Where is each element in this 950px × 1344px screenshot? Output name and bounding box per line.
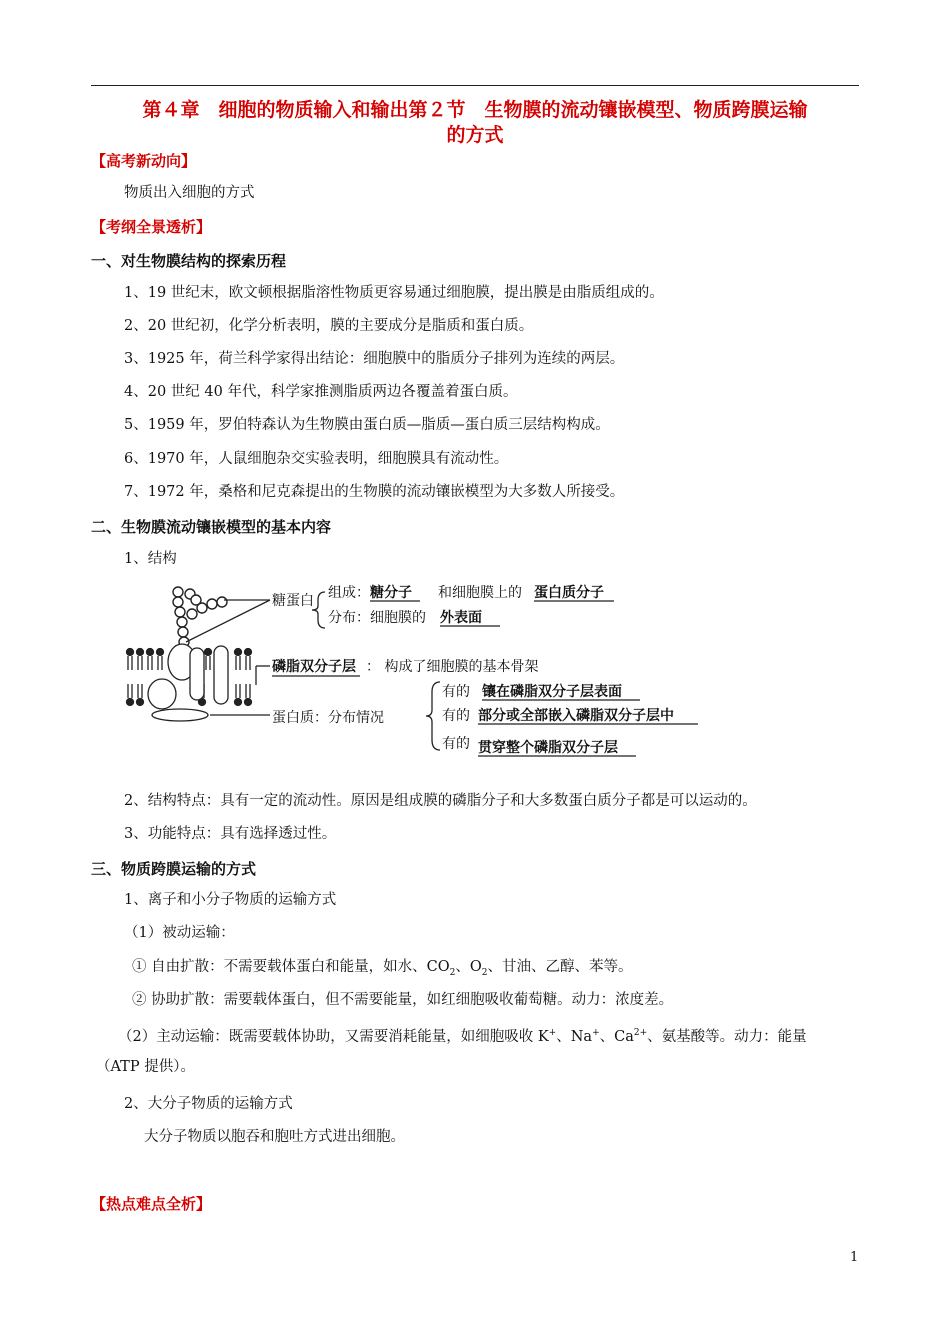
label-sugar: 糖分子 [370, 585, 412, 601]
label-some-3-text: 贯穿整个磷脂双分子层 [478, 740, 618, 756]
page-number: 1 [850, 1250, 859, 1265]
passive-transport: （1）被动运输： [124, 925, 235, 941]
label-protein: 蛋白质：分布情况 [272, 710, 384, 726]
label-distribution-mid: 细胞膜的 [370, 610, 426, 626]
heading-history: 一、对生物膜结构的探索历程 [91, 252, 287, 270]
history-item: 7、1972 年，桑格和尼克森提出的生物膜的流动镶嵌模型为大多数人所接受。 [124, 484, 625, 500]
facilitated-diffusion: ② 协助扩散：需要载体蛋白，但不需要能量，如红细胞吸收葡萄糖。动力：浓度差。 [132, 992, 674, 1008]
label-some-2: 有的 [442, 708, 470, 724]
macro-text: 大分子物质以胞吞和胞吐方式进出细胞。 [144, 1129, 405, 1145]
page-title [91, 98, 859, 148]
label-some-3: 有的 [442, 736, 470, 752]
transport-small: 1、离子和小分子物质的运输方式 [124, 892, 337, 908]
section-hot-heading: 【热点难点全析】 [91, 1195, 212, 1213]
structure-label: 1、结构 [124, 551, 177, 567]
section-trend-heading: 【高考新动向】 [91, 152, 197, 170]
heading-model: 二、生物膜流动镶嵌模型的基本内容 [91, 518, 332, 536]
heading-transport: 三、物质跨膜运输的方式 [91, 860, 257, 878]
transport-macro: 2、大分子物质的运输方式 [124, 1096, 293, 1112]
section-outline-heading: 【考纲全景透析】 [91, 218, 212, 236]
label-composition-mid: 和细胞膜上的 [438, 585, 522, 601]
active-transport-cont: （ATP 提供）。 [96, 1059, 195, 1075]
label-bilayer-desc: ： 构成了细胞膜的基本骨架 [366, 659, 539, 675]
label-protein-molecule: 蛋白质分子 [534, 585, 604, 601]
history-item: 2、20 世纪初，化学分析表明，膜的主要成分是脂质和蛋白质。 [124, 318, 534, 334]
label-some-2-text: 部分或全部嵌入磷脂双分子层中 [478, 708, 674, 724]
membrane-diagram [120, 570, 720, 765]
history-item: 4、20 世纪 40 年代，科学家推测脂质两边各覆盖着蛋白质。 [124, 384, 518, 400]
function-feature: 3、功能特点：具有选择透过性。 [124, 826, 337, 842]
history-item: 6、1970 年，人鼠细胞杂交实验表明，细胞膜具有流动性。 [124, 451, 509, 467]
free-diffusion: ① 自由扩散：不需要载体蛋白和能量，如水、$CO_2$、$O_2$、甘油、乙醇、苯等。 [132, 959, 633, 978]
history-item: 1、19 世纪末，欧文顿根据脂溶性物质更容易通过细胞膜，提出膜是由脂质组成的。 [124, 285, 664, 301]
title-line-2: 的方式 [446, 124, 504, 146]
label-glycoprotein: 糖蛋白 [272, 593, 314, 609]
label-outer-surface: 外表面 [440, 610, 482, 626]
phospholipid-bottom-row [127, 684, 252, 706]
trend-text: 物质出入细胞的方式 [124, 185, 255, 201]
label-some-1-text: 镶在磷脂双分子层表面 [482, 684, 622, 700]
title-line-1: 第４章 细胞的物质输入和输出第２节 生物膜的流动镶嵌模型、物质跨膜运输 [142, 99, 808, 121]
history-item: 3、1925 年，荷兰科学家得出结论：细胞膜中的脂质分子排列为连续的两层。 [124, 351, 625, 367]
label-bilayer: 磷脂双分子层 [272, 659, 356, 675]
label-composition: 组成： [328, 585, 370, 601]
active-transport: （2）主动运输：既需要载体协助，又需要消耗能量，如细胞吸收 K+、Na+、$Ca^{2+}$、氨基酸等。动力：能量 [118, 1028, 807, 1045]
label-distribution: 分布： [328, 610, 370, 626]
label-some-1: 有的 [442, 684, 470, 700]
top-rule [91, 85, 859, 86]
structure-feature: 2、结构特点：具有一定的流动性。原因是组成膜的磷脂分子和大多数蛋白质分子都是可以运动的。 [124, 793, 757, 809]
history-item: 5、1959 年，罗伯特森认为生物膜由蛋白质—脂质—蛋白质三层结构构成。 [124, 417, 610, 433]
